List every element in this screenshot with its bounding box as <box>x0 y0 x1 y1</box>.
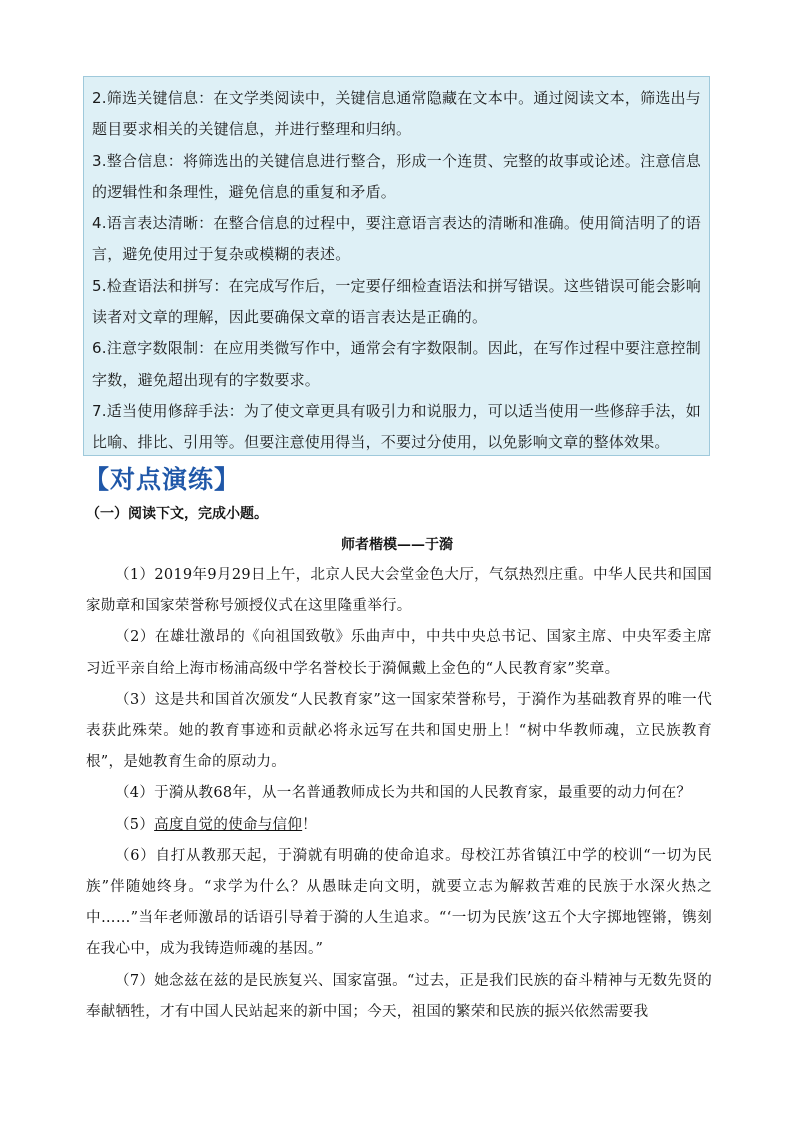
tip-item: 3.整合信息：将筛选出的关键信息进行整合，形成一个连贯、完整的故事或论述。注意信息的逻辑性和条理性，避免信息的重复和矛盾。 <box>92 151 701 201</box>
paragraph-5 <box>86 810 712 841</box>
article-title: 师者楷模——于漪 <box>341 537 453 553</box>
paragraph-7: （7）她念兹在兹的是民族复兴、国家富强。“过去，正是我们民族的奋斗精神与无数先贤的奉献牺牲，才有中国人民站起来的新中国；今天，祖国的繁荣和民族的振兴依然需要我 <box>86 972 712 1020</box>
paragraph-5-number: （5） <box>115 816 155 833</box>
tip-item: 2.筛选关键信息：在文学类阅读中，关键信息通常隐藏在文本中。通过阅读文本，筛选出与题目要求相关的关键信息，并进行整理和归纳。 <box>92 89 701 139</box>
paragraph-4: （4）于漪从教68年，从一名普通教师成长为共和国的人民教育家，最重要的动力何在？ <box>115 785 692 802</box>
paragraph-5-underlined: 高度自觉的使命与信仰 <box>154 816 303 833</box>
tip-item: 7.适当使用修辞手法：为了使文章更具有吸引力和说服力，可以适当使用一些修辞手法，如比喻、排比、引用等。但要注意使用得当，不要过分使用，以免影响文章的整体效果。 <box>92 401 701 452</box>
question-label: （一）阅读下文，完成小题。 <box>86 506 268 522</box>
tips-box <box>83 76 710 456</box>
paragraph-6: （6）自打从教那天起，于漪就有明确的使命追求。母校江苏省镇江中学的校训“一切为民族”伴随她终身。“求学为什么？从愚昧走向文明，就要立志为解救苦难的民族于水深火热之中……”当年老师激昂的话语引导着于漪的人生追求。“‘一切为民族’这五个大字掷地铿锵，镌刻在我心中，成为我铸造师魂的基因。” <box>86 847 712 958</box>
paragraph-3: （3）这是共和国首次颁发“人民教育家”这一国家荣誉称号，于漪作为基础教育界的唯一代表获此殊荣。她的教育事迹和贡献必将永远写在共和国史册上！“树中华教师魂，立民族教育根”，是她教育生命的原动力。 <box>86 691 712 771</box>
tip-item: 5.检查语法和拼写：在完成写作后，一定要仔细检查语法和拼写错误。这些错误可能会影响读者对文章的理解，因此要确保文章的语言表达是正确的。 <box>92 276 701 327</box>
tip-item: 6.注意字数限制：在应用类微写作中，通常会有字数限制。因此，在写作过程中要注意控制字数，避免超出现有的字数要求。 <box>92 339 701 389</box>
paragraph-2: （2）在雄壮激昂的《向祖国致敬》乐曲声中，中共中央总书记、国家主席、中央军委主席习近平亲自给上海市杨浦高级中学名誉校长于漪佩戴上金色的“人民教育家”奖章。 <box>86 629 712 677</box>
tip-item: 4.语言表达清晰：在整合信息的过程中，要注意语言表达的清晰和准确。使用简洁明了的语言，避免使用过于复杂或模糊的表述。 <box>92 214 701 264</box>
section-heading: 【对点演练】 <box>84 465 241 494</box>
paragraph-5-end: ！ <box>302 816 317 833</box>
article-body <box>86 560 712 1028</box>
paragraph-1: （1）2019年9月29日上午，北京人民大会堂金色大厅，气氛热烈庄重。中华人民共和国国家勋章和国家荣誉称号颁授仪式在这里隆重举行。 <box>86 567 712 615</box>
